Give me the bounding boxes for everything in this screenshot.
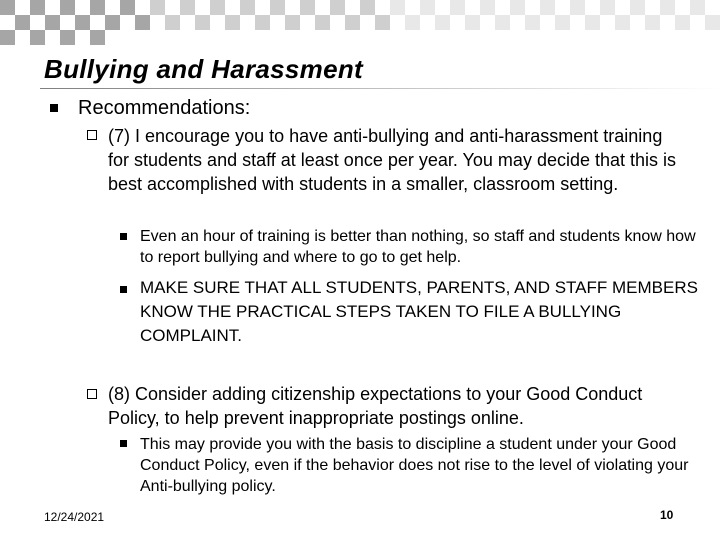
checker-square	[615, 0, 630, 15]
checker-square	[30, 0, 45, 15]
checker-square	[60, 30, 75, 45]
checker-square	[465, 0, 480, 15]
checker-square	[405, 15, 420, 30]
checker-square	[0, 15, 15, 30]
checker-square	[660, 15, 675, 30]
checker-square	[540, 0, 555, 15]
checker-square	[390, 15, 405, 30]
checker-square	[375, 15, 390, 30]
checker-square	[525, 0, 540, 15]
checker-square	[465, 15, 480, 30]
checker-square	[15, 30, 30, 45]
checker-square	[465, 30, 480, 45]
checker-square	[210, 15, 225, 30]
checker-square	[570, 15, 585, 30]
checker-square	[105, 15, 120, 30]
checker-square	[585, 0, 600, 15]
checker-square	[210, 30, 225, 45]
recommendations-heading: Recommendations:	[78, 97, 251, 119]
checker-square	[435, 0, 450, 15]
checker-square	[615, 30, 630, 45]
checker-square	[135, 30, 150, 45]
checker-square	[30, 30, 45, 45]
checker-square	[120, 0, 135, 15]
checker-square	[45, 0, 60, 15]
checker-square	[510, 30, 525, 45]
checker-square	[240, 30, 255, 45]
checker-square	[225, 15, 240, 30]
checker-square	[420, 15, 435, 30]
checker-square	[255, 30, 270, 45]
checker-square	[450, 30, 465, 45]
checker-header-decoration	[0, 0, 720, 45]
checker-square	[75, 30, 90, 45]
checker-square	[180, 30, 195, 45]
checker-square	[255, 15, 270, 30]
checker-square	[435, 15, 450, 30]
checker-square	[405, 30, 420, 45]
checker-square	[120, 30, 135, 45]
checker-square	[420, 30, 435, 45]
checker-square	[495, 0, 510, 15]
checker-square	[450, 0, 465, 15]
checker-square	[555, 30, 570, 45]
checker-square	[135, 0, 150, 15]
checker-square	[45, 15, 60, 30]
checker-square	[345, 0, 360, 15]
checker-square	[225, 0, 240, 15]
checker-square	[600, 0, 615, 15]
checker-square	[630, 0, 645, 15]
hollow-square-bullet-icon	[87, 389, 97, 399]
page-number: 10	[660, 508, 674, 522]
checker-square	[315, 30, 330, 45]
checker-square	[15, 0, 30, 15]
checker-square	[690, 30, 705, 45]
checker-square	[495, 30, 510, 45]
checker-square	[240, 0, 255, 15]
checker-square	[660, 0, 675, 15]
checker-square	[645, 15, 660, 30]
checker-square	[675, 30, 690, 45]
square-bullet-icon	[50, 104, 58, 112]
checker-square	[555, 15, 570, 30]
checker-square	[435, 30, 450, 45]
checker-square	[285, 30, 300, 45]
checker-square	[570, 30, 585, 45]
checker-square	[615, 15, 630, 30]
checker-square	[270, 30, 285, 45]
checker-square	[285, 0, 300, 15]
square-bullet-icon	[120, 233, 127, 240]
checker-square	[480, 30, 495, 45]
checker-square	[690, 15, 705, 30]
checker-square	[150, 15, 165, 30]
slide-title: Bullying and Harassment	[44, 54, 363, 84]
checker-square	[315, 0, 330, 15]
checker-square	[690, 0, 705, 15]
checker-square	[480, 0, 495, 15]
checker-square	[675, 0, 690, 15]
checker-square	[570, 0, 585, 15]
checker-square	[330, 15, 345, 30]
checker-square	[360, 0, 375, 15]
hollow-square-bullet-icon	[87, 130, 97, 140]
checker-square	[180, 0, 195, 15]
square-bullet-icon	[120, 286, 127, 293]
checker-square	[105, 30, 120, 45]
checker-square	[90, 30, 105, 45]
checker-square	[525, 15, 540, 30]
checker-square	[585, 15, 600, 30]
checker-square	[405, 0, 420, 15]
checker-square	[210, 0, 225, 15]
checker-square	[420, 0, 435, 15]
item-7-sub-2: MAKE SURE THAT ALL STUDENTS, PARENTS, AND STAFF MEMBERS KNOW THE PRACTICAL STEPS TAKEN TO FILE A BULLYING COMPLAINT.	[140, 278, 698, 345]
checker-square	[165, 15, 180, 30]
checker-square	[0, 30, 15, 45]
checker-square	[510, 15, 525, 30]
checker-square	[300, 15, 315, 30]
checker-square	[270, 15, 285, 30]
checker-square	[300, 30, 315, 45]
checker-square	[705, 0, 720, 15]
checker-square	[285, 15, 300, 30]
checker-square	[540, 30, 555, 45]
square-bullet-icon	[120, 440, 127, 447]
checker-square	[375, 30, 390, 45]
checker-square	[90, 0, 105, 15]
checker-square	[450, 15, 465, 30]
checker-square	[510, 0, 525, 15]
checker-square	[255, 0, 270, 15]
checker-square	[270, 0, 285, 15]
checker-square	[240, 15, 255, 30]
checker-square	[555, 0, 570, 15]
checker-square	[705, 30, 720, 45]
checker-square	[630, 30, 645, 45]
checker-square	[105, 0, 120, 15]
checker-square	[675, 15, 690, 30]
checker-square	[585, 30, 600, 45]
checker-square	[75, 0, 90, 15]
checker-square	[195, 0, 210, 15]
checker-square	[60, 15, 75, 30]
item-7-sub-1: Even an hour of training is better than nothing, so staff and students know how to report bullying and where to go to get help.	[140, 228, 696, 266]
checker-square	[180, 15, 195, 30]
title-underline	[40, 88, 720, 89]
checker-square	[0, 0, 15, 15]
checker-square	[645, 0, 660, 15]
checker-square	[360, 15, 375, 30]
checker-square	[45, 30, 60, 45]
checker-square	[360, 30, 375, 45]
checker-square	[330, 0, 345, 15]
checker-square	[300, 0, 315, 15]
footer-date: 12/24/2021	[44, 510, 105, 524]
checker-square	[390, 30, 405, 45]
checker-square	[330, 30, 345, 45]
checker-square	[705, 15, 720, 30]
checker-square	[600, 30, 615, 45]
checker-square	[390, 0, 405, 15]
item-8-sub-1: This may provide you with the basis to discipline a student under your Good Conduct Policy, even if the behavior does not rise to the level of violating your Anti-bullying policy.	[140, 436, 689, 495]
checker-square	[165, 0, 180, 15]
item-7-text: (7) I encourage you to have anti-bullying and anti-harassment training for students and staff at least once per year. You may decide that this is best accomplished with students in a smaller, classroom setting.	[108, 126, 677, 194]
checker-square	[225, 30, 240, 45]
item-8-text: (8) Consider adding citizenship expectations to your Good Conduct Policy, to help prevent inappropriate postings online.	[108, 384, 643, 428]
checker-square	[540, 15, 555, 30]
checker-square	[150, 30, 165, 45]
checker-square	[75, 15, 90, 30]
checker-square	[660, 30, 675, 45]
checker-square	[30, 15, 45, 30]
checker-square	[120, 15, 135, 30]
checker-square	[525, 30, 540, 45]
checker-square	[495, 15, 510, 30]
checker-square	[480, 15, 495, 30]
checker-square	[600, 15, 615, 30]
checker-square	[195, 30, 210, 45]
checker-square	[645, 30, 660, 45]
checker-square	[165, 30, 180, 45]
checker-square	[195, 15, 210, 30]
checker-square	[345, 15, 360, 30]
checker-square	[345, 30, 360, 45]
checker-square	[315, 15, 330, 30]
checker-square	[375, 0, 390, 15]
checker-square	[150, 0, 165, 15]
checker-square	[630, 15, 645, 30]
checker-square	[90, 15, 105, 30]
checker-square	[15, 15, 30, 30]
checker-square	[135, 15, 150, 30]
checker-square	[60, 0, 75, 15]
